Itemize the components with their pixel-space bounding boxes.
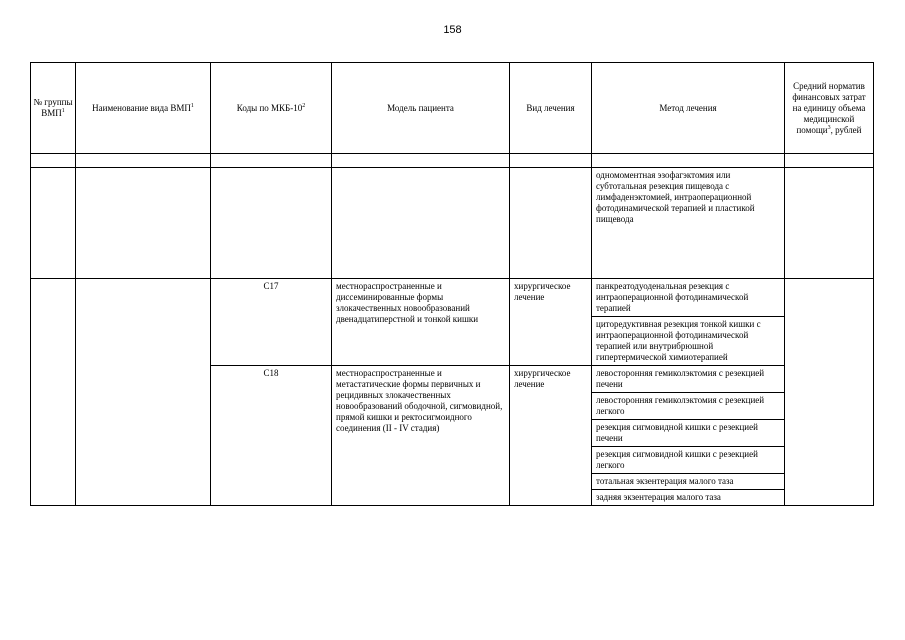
patient-model: местнораспространенные и диссеминированные формы злокачественных новообразований двенадцатиперстной и тонкой кишки: [332, 279, 510, 366]
treatment-method: левосторонняя гемиколэктомия с резекцией печени: [592, 366, 785, 393]
empty-row: [31, 154, 874, 168]
header-method: Метод лечения: [592, 63, 785, 154]
header-cost: Средний норматив финансовых затрат на единицу объема медицинской помощи$^3$, рублей: [785, 63, 874, 154]
header-group-no: № группы ВМП$^1$: [31, 63, 76, 154]
header-treatment-type: Вид лечения: [510, 63, 592, 154]
icd-code: C18: [211, 366, 332, 506]
table-row: [31, 279, 874, 317]
name-cell: [76, 279, 211, 506]
group-no-cell: [31, 279, 76, 506]
treatment-method: задняя экзентерация малого таза: [592, 490, 785, 506]
treatment-method: циторедуктивная резекция тонкой кишки с интраоперационной фотодинамической терапией или внутрибрюшной гипертермической химиотерапией: [592, 317, 785, 366]
table-header-row: [31, 63, 874, 154]
cost-cell: [785, 279, 874, 506]
treatment-type: хирургическое лечение: [510, 366, 592, 506]
treatment-method: резекция сигмовидной кишки с резекцией печени: [592, 420, 785, 447]
treatment-method: резекция сигмовидной кишки с резекцией легкого: [592, 447, 785, 474]
icd-code: C17: [211, 279, 332, 366]
treatment-method: левосторонняя гемиколэктомия с резекцией легкого: [592, 393, 785, 420]
continuation-method: одномоментная эзофагэктомия или субтотальная резекция пищевода с лимфаденэктомией, интраоперационной фотодинамической терапией и пластикой пищевода: [592, 168, 785, 279]
header-codes: Коды по МКБ-$10^2$: [211, 63, 332, 154]
header-name: Наименование вида ВМП$^1$: [76, 63, 211, 154]
patient-model: местнораспространенные и метастатические формы первичных и рецидивных злокачественных новообразований ободочной, сигмовидной, прямой кишки и ректосигмоидного соединения (II - IV стадия): [332, 366, 510, 506]
vmp-table: [30, 62, 874, 506]
treatment-type: хирургическое лечение: [510, 279, 592, 366]
continuation-row: [31, 168, 874, 279]
treatment-method: панкреатодуоденальная резекция с интраоперационной фотодинамической терапией: [592, 279, 785, 317]
treatment-method: тотальная экзентерация малого таза: [592, 474, 785, 490]
header-model: Модель пациента: [332, 63, 510, 154]
page-number: 158: [443, 24, 462, 36]
